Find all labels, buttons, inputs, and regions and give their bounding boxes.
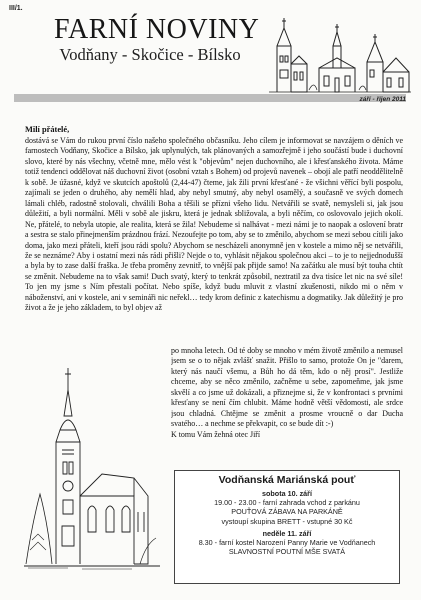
signature: K tomu Vám žehná otec Jiří	[171, 429, 261, 439]
church-illustration	[22, 350, 162, 572]
issue-date: září - říjen 2011	[359, 96, 406, 103]
newsletter-title: FARNÍ NOVINY	[54, 14, 260, 45]
greeting: Milí přátelé,	[25, 125, 70, 134]
issue-number: III/1.	[9, 5, 23, 12]
newsletter-subtitle: Vodňany - Skočice - Bílsko	[59, 45, 241, 64]
date-bar	[14, 94, 406, 102]
article-paragraph-2	[171, 346, 403, 462]
event-day1-line1: 19.00 - 23.00 - farní zahrada vchod z parkánu	[214, 498, 360, 508]
article-paragraph-1: dostává se Vám do rukou první číslo našeho společného občasníku. Jeho cílem je informovat se navzájem o děních ve farnostech Vodňany, Skočice a Bílsko, jak uplynulých, tak plánovaných a samozřejmě i jeho součástí bude i duchovní slovo, které by nás všechny, včetně mne, mělo vést k "objevům" nejen duchovního, ale i křesťanského života. Máme totiž tendenci oddělovat náš duchovní život (osobní vztah s Bohem) od projevů navenek – obojí ale patří neoddělitelně k sobě. Je úžasné, když ve skutcích apoštolů (2,44-47) čteme, jak žili první křesťané - že všichni věřící byli pospolu, zajímali se jeden o druhého, aby nemělí hlad, aby nebyl smutný, aby nebyl osamělý, a současně ve svých domech lámali chléb, radostně stolovali, chválili Boha a těšili se přízni všeho lidu. Netvářili se svatě, nemysleli si, jak jsou důležití, a byli normální. Měli v sobě ale jiskru, která je jednak sbližovala, a byli něčím, co oslovovalo jejich okolí. Ne, přátelé, to nebyla utopie, ale realita, která se žila! Nebudeme si nalhávat - mezi námi je to naopak a oslovení bratr a sestra se stalo přinejmenším prázdnou frází. Nezoufejte po tom, aby se to změnilo, abychom se mezi sebou cítili jako doma, jako mezi přáteli, kteří jsou rádi spolu? Abychom se nescházeli anonymně jen v kostele a mimo něj se netvářili, že se neznáme? Aby i ostatní mezi nás rádi přišli? Nejde o to, vyhlásit nějakou společnou akci – to je to nejjednodušší a byla by to zase další fraška. Je třeba proměny zevnitř, to vnější pak přijde samo! Na začátku ale musí být touha chtít se změnit. Nebudeme na to však sami! Duch svatý, který to tenkrát způsobil, neztratil za dva tisíce let nic na své síle! To jen my jsme s Ním přestali počítat. Nebo spíše, když budu mluvit z vlastní zkušenosti, nikdo mi o něm v náboženství, ani v kostele, ani v semináři nic neřekl… tedy krom definic z katechismu a dogmatiky. Jak důležitý je pro život a že je jeho základem, to byl objev až	[25, 136, 403, 313]
event-day1-line3: vystoupí skupina BRETT - vstupné 30 Kč	[221, 516, 353, 526]
event-title: Vodňanská Mariánská pouť	[218, 474, 356, 486]
event-day2-heading: neděle 11. září	[262, 528, 312, 538]
event-day2-line1: 8.30 - farní kostel Narození Panny Marie ve Vodňanech	[198, 538, 376, 548]
event-day1-line2: POUŤOVÁ ZÁBAVA NA PARKÁNĚ	[231, 507, 343, 517]
event-box	[174, 470, 400, 584]
churches-drawing	[263, 12, 413, 94]
event-day2-line2: SLAVNOSTNÍ POUTNÍ MŠE SVATÁ	[228, 547, 346, 557]
article-paragraph-2-text: po mnoha letech. Od té doby se mnoho v mém životě změnilo a nemusel jsem se o to nějak zvlášť snažit. Přišlo to samo, protože On je "darem, který nás naučí všemu, a Bůh ho dá těm, kdo o něj prosí". Jestliže chceme, aby se něco změnilo, začněme u sebe, zapomeňme, jak jsme skvělí a co jsme už dokázali, a přiznejme si, že v konfrontaci s prvními křesťany se není čím chlubit. Máme hodně větší vědomosti, ale srdce jsou chladná. Chtějme se změnit a prosme vroucně o dar Ducha svatého… a nechme se překvapit, co se bude dít :-)	[171, 346, 403, 429]
event-day1-heading: sobota 10. září	[262, 489, 312, 498]
